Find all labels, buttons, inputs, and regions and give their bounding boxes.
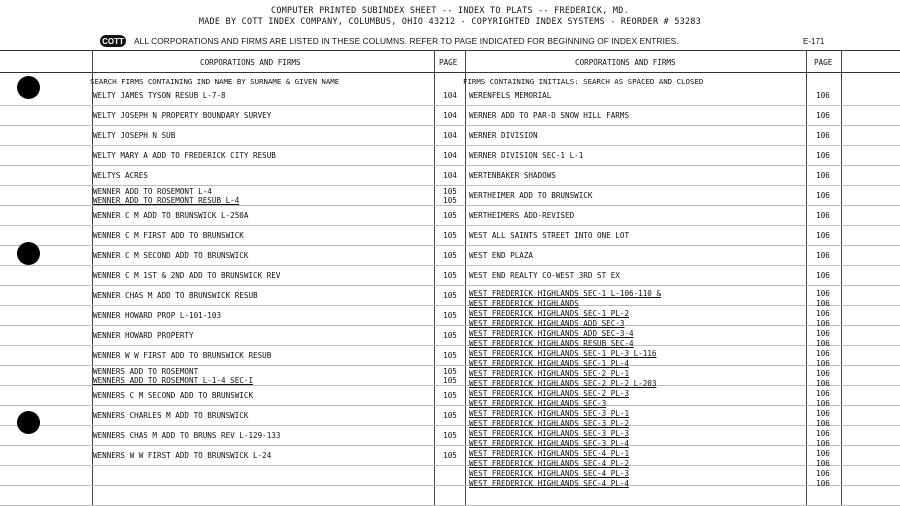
left-entry-page: 104 xyxy=(443,151,457,160)
left-entry-name: WENNER C M ADD TO BRUNSWICK L-250A xyxy=(93,211,249,220)
right-entry-name: WEST END REALTY CO-WEST 3RD ST EX xyxy=(469,271,620,280)
banner-text: ALL CORPORATIONS AND FIRMS ARE LISTED IN THESE COLUMNS. REFER TO PAGE INDICATED FOR BEGINNING OF INDEX ENTRIES. xyxy=(134,36,679,46)
right-entry-name: WEST FREDERICK HIGHLANDS SEC-4 PL-1 xyxy=(469,449,630,458)
left-entry-name: WENNER C M SECOND ADD TO BRUNSWICK xyxy=(93,251,249,260)
right-entry-name: WEST FREDERICK HIGHLANDS SEC-3 PL-3 xyxy=(469,429,630,438)
right-entry-name: WEST FREDERICK HIGHLANDS SEC-2 PL-2 L-203 xyxy=(469,379,657,388)
right-entry-page: 106 xyxy=(816,479,830,488)
left-column-title: CORPORATIONS AND FIRMS xyxy=(200,58,301,67)
right-entry-name: WEST FREDERICK HIGHLANDS RESUB SEC-4 xyxy=(469,339,634,348)
right-page-header: PAGE xyxy=(814,58,833,67)
right-entry-name: WERTENBAKER SHADOWS xyxy=(469,171,556,180)
right-entry-name: WEST FREDERICK HIGHLANDS SEC-1 PL-2 xyxy=(469,309,630,318)
right-entry-name: WEST FREDERICK HIGHLANDS SEC-4 PL-2 xyxy=(469,459,630,468)
cott-logo: COTT xyxy=(100,35,126,47)
right-entry-page: 106 xyxy=(816,459,830,468)
right-entry-page: 106 xyxy=(816,191,830,200)
left-entry-name: WENNERS CHAS M ADD TO BRUNS REV L-129-133 xyxy=(93,431,281,440)
right-entry-page: 106 xyxy=(816,389,830,398)
right-entry-page: 106 xyxy=(816,131,830,140)
left-entry-name: WENNERS ADD TO ROSEMONT xyxy=(93,367,199,376)
right-entry-page: 106 xyxy=(816,379,830,388)
right-entry-name: WERNER ADD TO PAR-D SNOW HILL FARMS xyxy=(469,111,630,120)
left-entry-name: WELTY JAMES TYSON RESUB L-7-8 xyxy=(93,91,226,100)
right-column-title: CORPORATIONS AND FIRMS xyxy=(575,58,676,67)
left-entry-name: WENNERS W W FIRST ADD TO BRUNSWICK L-24 xyxy=(93,451,272,460)
ruled-row xyxy=(0,485,900,506)
left-entry-page: 105 xyxy=(443,431,457,440)
left-entry-page: 105 xyxy=(443,331,457,340)
instruction-banner xyxy=(100,34,679,48)
right-entry-name: WEST END PLAZA xyxy=(469,251,534,260)
left-entry-name: WENNERS ADD TO ROSEMONT L-1-4 SEC-I xyxy=(93,376,254,385)
right-entry-name: WEST FREDERICK HIGHLANDS SEC-2 PL-3 xyxy=(469,389,630,398)
right-entry-page: 106 xyxy=(816,171,830,180)
right-entry-name: WEST FREDERICK HIGHLANDS SEC-3 xyxy=(469,399,607,408)
right-entry-page: 106 xyxy=(816,309,830,318)
left-entry-name: WELTY MARY A ADD TO FREDERICK CITY RESUB xyxy=(93,151,276,160)
right-entry-page: 106 xyxy=(816,349,830,358)
left-entry-page: 105 xyxy=(443,311,457,320)
right-entry-name: WEST FREDERICK HIGHLANDS ADD SEC-3 xyxy=(469,319,625,328)
left-entry-page: 105 xyxy=(443,291,457,300)
right-entry-page: 106 xyxy=(816,449,830,458)
left-entry-name: WENNER HOWARD PROPERTY xyxy=(93,331,194,340)
left-entry-name: WENNERS C M SECOND ADD TO BRUNSWICK xyxy=(93,391,254,400)
left-entry-name: WENNER W W FIRST ADD TO BRUNSWICK RESUB xyxy=(93,351,272,360)
header-rule xyxy=(0,72,900,73)
right-entry-name: WEST FREDERICK HIGHLANDS xyxy=(469,299,579,308)
left-entry-name: WENNER C M FIRST ADD TO BRUNSWICK xyxy=(93,231,244,240)
right-entry-page: 106 xyxy=(816,151,830,160)
right-entry-name: WEST FREDERICK HIGHLANDS SEC-1 PL-3 L-116 xyxy=(469,349,657,358)
right-entry-page: 106 xyxy=(816,419,830,428)
right-entry-page: 106 xyxy=(816,439,830,448)
binder-hole xyxy=(17,411,40,434)
right-entry-name: WEST FREDERICK HIGHLANDS SEC-1 L-106-110 & xyxy=(469,289,662,298)
right-entry-page: 106 xyxy=(816,399,830,408)
left-entry-name: WENNER HOWARD PROP L-101-103 xyxy=(93,311,222,320)
right-entry-page: 106 xyxy=(816,271,830,280)
sheet-number: E-171 xyxy=(803,37,825,46)
left-entry-page: 105 xyxy=(443,187,457,196)
right-entry-name: WERENFELS MEMORIAL xyxy=(469,91,552,100)
left-entry-name: WENNERS CHARLES M ADD TO BRUNSWICK xyxy=(93,411,249,420)
left-entry-name: WELTY JOSEPH N PROPERTY BOUNDARY SURVEY xyxy=(93,111,272,120)
ruled-row xyxy=(0,465,900,486)
right-entry-page: 106 xyxy=(816,111,830,120)
left-entry-page: 105 xyxy=(443,376,457,385)
right-entry-name: WEST ALL SAINTS STREET INTO ONE LOT xyxy=(469,231,630,240)
right-entry-name: WEST FREDERICK HIGHLANDS SEC-1 PL-4 xyxy=(469,359,630,368)
right-entry-page: 106 xyxy=(816,211,830,220)
right-entry-page: 106 xyxy=(816,409,830,418)
left-page-header: PAGE xyxy=(439,58,458,67)
left-entry-page: 105 xyxy=(443,196,457,205)
right-entry-name: WEST FREDERICK HIGHLANDS SEC-3 PL-2 xyxy=(469,419,630,428)
left-entry-name: WENNER C M 1ST & 2ND ADD TO BRUNSWICK REV xyxy=(93,271,281,280)
right-entry-name: WEST FREDERICK HIGHLANDS SEC-4 PL-4 xyxy=(469,479,630,488)
right-entry-page: 106 xyxy=(816,91,830,100)
left-entry-page: 105 xyxy=(443,367,457,376)
right-entry-name: WERNER DIVISION xyxy=(469,131,538,140)
left-entry-page: 105 xyxy=(443,451,457,460)
top-rule xyxy=(0,50,900,51)
right-entry-page: 106 xyxy=(816,231,830,240)
right-search-note: FIRMS CONTAINING INITIALS: SEARCH AS SPACED AND CLOSED xyxy=(463,77,704,86)
right-entry-name: WERTHEIMER ADD TO BRUNSWICK xyxy=(469,191,593,200)
right-entry-name: WEST FREDERICK HIGHLANDS SEC-3 PL-4 xyxy=(469,439,630,448)
right-entry-page: 106 xyxy=(816,339,830,348)
left-entry-page: 105 xyxy=(443,391,457,400)
left-entry-page: 104 xyxy=(443,171,457,180)
publisher-line: MADE BY COTT INDEX COMPANY, COLUMBUS, OHIO 43212 - COPYRIGHTED INDEX SYSTEMS - REORDER # 53283 xyxy=(198,16,702,26)
left-entry-page: 104 xyxy=(443,111,457,120)
left-entry-name: WENNER CHAS M ADD TO BRUNSWICK RESUB xyxy=(93,291,258,300)
binder-hole xyxy=(17,242,40,265)
left-entry-page: 105 xyxy=(443,231,457,240)
left-entry-page: 105 xyxy=(443,251,457,260)
right-entry-page: 106 xyxy=(816,369,830,378)
right-entry-name: WEST FREDERICK HIGHLANDS SEC-3 PL-1 xyxy=(469,409,630,418)
left-entry-page: 105 xyxy=(443,411,457,420)
right-entry-page: 106 xyxy=(816,251,830,260)
left-entry-name: WENNER ADD TO ROSEMONT L-4 xyxy=(93,187,212,196)
left-entry-name: WENNER ADD TO ROSEMONT RESUB L-4 xyxy=(93,196,240,205)
right-entry-name: WERNER DIVISION SEC-1 L-1 xyxy=(469,151,584,160)
right-entry-page: 106 xyxy=(816,319,830,328)
right-entry-name: WEST FREDERICK HIGHLANDS ADD SEC-3-4 xyxy=(469,329,634,338)
binder-hole xyxy=(17,76,40,99)
right-entry-page: 106 xyxy=(816,329,830,338)
left-entry-page: 105 xyxy=(443,271,457,280)
right-entry-page: 106 xyxy=(816,469,830,478)
left-entry-page: 105 xyxy=(443,211,457,220)
right-entry-page: 106 xyxy=(816,429,830,438)
left-search-note: SEARCH FIRMS CONTAINING IND NAME BY SURNAME & GIVEN NAME xyxy=(90,77,340,86)
left-entry-name: WELTY JOSEPH N SUB xyxy=(93,131,176,140)
left-entry-name: WELTYS ACRES xyxy=(93,171,148,180)
right-entry-page: 106 xyxy=(816,299,830,308)
right-entry-name: WEST FREDERICK HIGHLANDS SEC-4 PL-3 xyxy=(469,469,630,478)
right-entry-name: WEST FREDERICK HIGHLANDS SEC-2 PL-1 xyxy=(469,369,630,378)
right-entry-page: 106 xyxy=(816,359,830,368)
left-entry-page: 104 xyxy=(443,91,457,100)
left-entry-page: 104 xyxy=(443,131,457,140)
right-entry-page: 106 xyxy=(816,289,830,298)
right-entry-name: WERTHEIMERS ADD-REVISED xyxy=(469,211,575,220)
sheet-title: COMPUTER PRINTED SUBINDEX SHEET -- INDEX TO PLATS -- FREDERICK, MD. xyxy=(271,5,629,15)
left-entry-page: 105 xyxy=(443,351,457,360)
